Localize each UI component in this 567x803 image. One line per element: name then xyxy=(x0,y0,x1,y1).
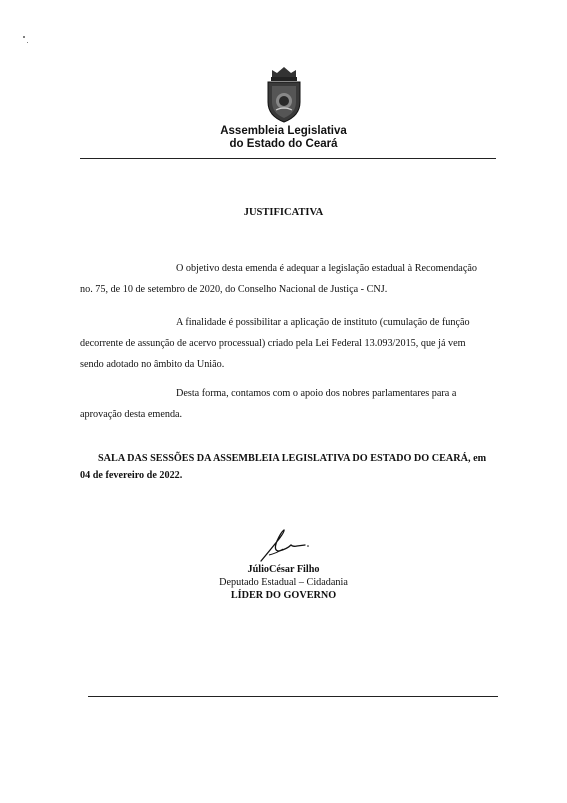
handwritten-signature xyxy=(257,527,317,565)
paragraph-1 xyxy=(80,258,492,300)
paragraph-2-line-2: decorrente de assunção de acervo processual) criado pela Lei Federal 13.093/2015, que já vem xyxy=(80,338,466,349)
document-title: JUSTIFICATIVA xyxy=(243,207,324,218)
paragraph-2-line-1: A finalidade é possibilitar a aplicação de instituto (cumulação de função xyxy=(176,317,470,328)
scan-speck xyxy=(23,36,25,38)
closing-line-1: SALA DAS SESSÕES DA ASSEMBLEIA LEGISLATIVA DO ESTADO DO CEARÁ, em xyxy=(98,453,487,464)
paragraph-1-line-1: O objetivo desta emenda é adequar a legislação estadual à Recomendação xyxy=(176,263,477,274)
state-coat-of-arms xyxy=(262,64,306,124)
institution-name-line2: do Estado do Ceará xyxy=(229,138,338,150)
signatory-role: Deputado Estadual – Cidadania xyxy=(219,577,348,588)
closing-statement xyxy=(80,448,500,486)
paragraph-3-line-2: aprovação desta emenda. xyxy=(80,409,183,420)
scan-speck xyxy=(27,42,28,43)
signatory-name: JúlioCésar Filho xyxy=(247,564,320,575)
signatory-title: LÍDER DO GOVERNO xyxy=(230,590,337,601)
signatory-block xyxy=(0,563,567,602)
paragraph-3 xyxy=(80,383,492,425)
closing-line-2: 04 de fevereiro de 2022. xyxy=(80,470,183,481)
paragraph-3-line-1: Desta forma, contamos com o apoio dos nobres parlamentares para a xyxy=(176,388,457,399)
header-divider xyxy=(80,158,496,159)
paragraph-2-line-3: sendo adotado no âmbito da União. xyxy=(80,359,225,370)
institution-name-line1: Assembleia Legislativa xyxy=(220,125,347,137)
paragraph-1-line-2: no. 75, de 10 de setembro de 2020, do Conselho Nacional de Justiça - CNJ. xyxy=(80,284,388,295)
paragraph-2 xyxy=(80,312,492,375)
footer-divider xyxy=(88,696,498,697)
